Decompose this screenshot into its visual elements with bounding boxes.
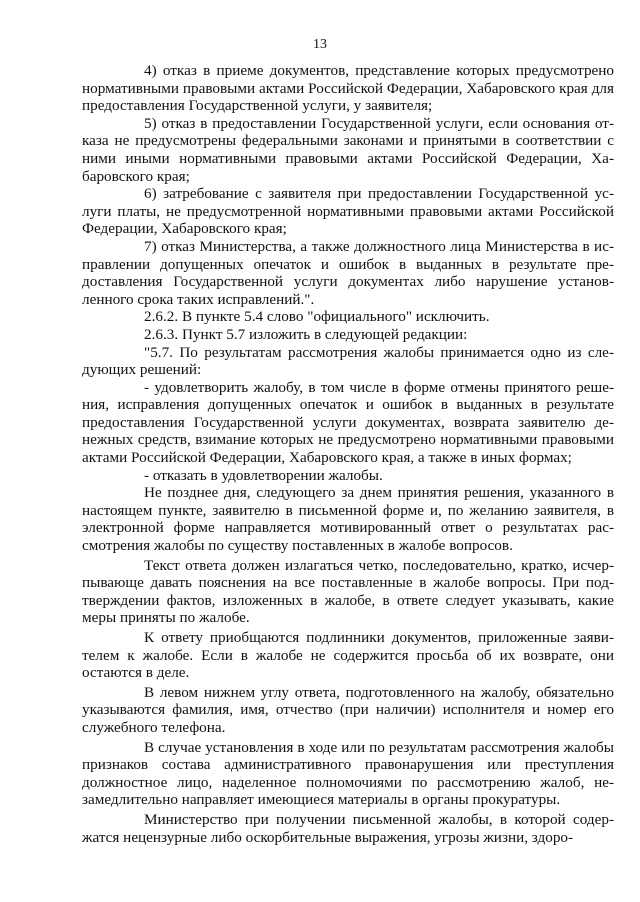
paragraph-prosecution: В случае установления в ходе или по результатам рассмотрения жалобы признаков состава административного правонарушения или преступления должностное лицо, наделенное полномочиями по рассмотрению жалоб, незамедлительно направляет имеющиеся материалы в органы прокуратуры. [82, 738, 614, 809]
paragraph-response-text: Текст ответа должен излагаться четко, последовательно, кратко, исчерпывающе давать пояснения на все поставленные в жалобе вопросы. При подтверждении фактов, изложенных в жалобе, в ответе следует указывать, какие меры приняты по жалобе. [82, 556, 614, 627]
paragraph-option-satisfy: - удовлетворить жалобу, в том числе в форме отмены принятого решения, исправления допущенных опечаток и ошибок в выданных в результате предоставления Государственной услуги документах, возврата заявителю денежных средств, взимание которых не предусмотрено нормативными правовыми актами Российской Федерации, Хабаровского края, а также в иных формах; [82, 378, 614, 467]
paragraph-2-6-2: 2.6.2. В пункте 5.4 слово "официального" исключить. [144, 308, 490, 326]
paragraph-item-5: 5) отказ в предоставлении Государственной услуги, если основания отказа не предусмотрены федеральными законами и принятыми в соответствии с ними иными нормативными правовыми актами Российской Федерации, Хабаровского края; [82, 114, 614, 185]
paragraph-5-7-intro: "5.7. По результатам рассмотрения жалобы принимается одно из следующих решений: [82, 343, 614, 379]
paragraph-response-deadline: Не позднее дня, следующего за днем принятия решения, указанного в настоящем пункте, заявителю в письменной форме и, по желанию заявителя, в электронной форме направляется мотивированный ответ о результатах рассмотрения жалобы по существу поставленных в жалобе вопросов. [82, 484, 614, 555]
paragraph-item-4: 4) отказ в приеме документов, представление которых предусмотрено нормативными правовыми актами Российской Федерации, Хабаровского края для предоставления Государственной услуги, у заявителя; [82, 62, 614, 115]
paragraph-offensive-complaint: Министерство при получении письменной жалобы, в которой содержатся нецензурные либо оскорбительные выражения, угрозы жизни, здоро- [82, 810, 614, 846]
paragraph-item-6: 6) затребование с заявителя при предоставлении Государственной услуги платы, не предусмотренной нормативными правовыми актами Российской Федерации, Хабаровского края; [82, 185, 614, 238]
paragraph-item-7: 7) отказ Министерства, а также должностного лица Министерства в исправлении допущенных опечаток и ошибок в выданных в результате предоставления Государственной услуги документах либо нарушение установленного срока таких исправлений.". [82, 237, 614, 308]
paragraph-attachments: К ответу приобщаются подлинники документов, приложенные заявителем к жалобе. Если в жалобе не содержится просьба об их возврате, они остаются в деле. [82, 629, 614, 682]
paragraph-executor-info: В левом нижнем углу ответа, подготовленного на жалобу, обязательно указываются фамилия, имя, отчество (при наличии) исполнителя и номер его служебного телефона. [82, 683, 614, 736]
paragraph-2-6-3: 2.6.3. Пункт 5.7 изложить в следующей редакции: [144, 325, 468, 343]
page-number: 13 [313, 37, 327, 52]
document-body [82, 62, 614, 846]
paragraph-option-refuse: - отказать в удовлетворении жалобы. [144, 466, 383, 484]
